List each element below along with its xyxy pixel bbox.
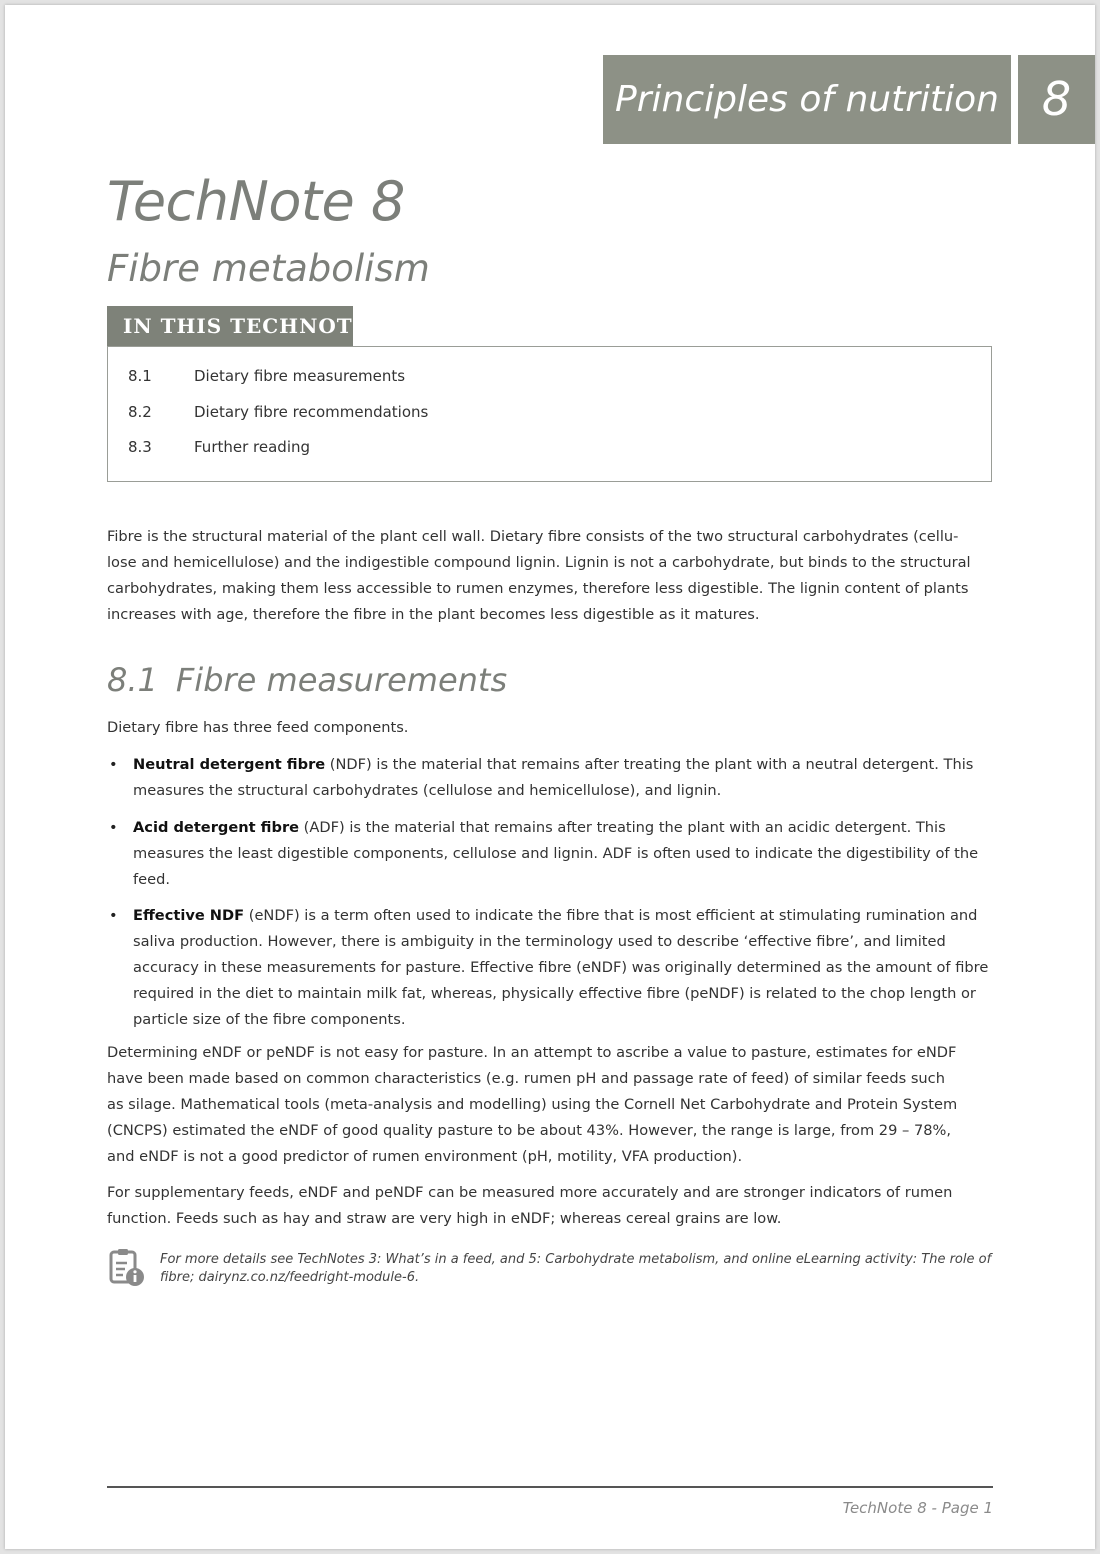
document-page [5, 5, 1095, 1549]
text-line: have been made based on common characteristics (e.g. rumen pH and passage rate of feed) of similar feeds such [107, 1070, 945, 1087]
footer-divider [107, 1486, 993, 1488]
text-line: (NDF) is the material that remains after treating the plant with a neutral detergent. This [325, 756, 974, 773]
page-title: TechNote 8 [107, 170, 405, 233]
text-line: For supplementary feeds, eNDF and peNDF can be measured more accurately and are stronger indicators of rumen [107, 1184, 953, 1201]
text-line: (CNCPS) estimated the eNDF of good quality pasture to be about 43%. However, the range is large, from 29 – 78%, [107, 1122, 952, 1139]
text-line: measures the least digestible components, cellulose and lignin. ADF is often used to indicate the digestibility of the [133, 845, 979, 862]
intro-paragraph [107, 524, 992, 628]
page-subtitle: Fibre metabolism [107, 247, 430, 290]
section-number-badge: 8 [1018, 55, 1095, 144]
text-line: Fibre is the structural material of the plant cell wall. Dietary fibre consists of the two structural carbohydrates (cellu- [107, 528, 959, 545]
text-line: carbohydrates, making them less accessible to rumen enzymes, therefore less digestible. The lignin content of plants [107, 580, 969, 597]
text-line: (ADF) is the material that remains after treating the plant with an acidic detergent. This [299, 819, 946, 836]
text-line: For more details see TechNotes 3: What’s in a feed, and 5: Carbohydrate metabolism, and online eLearning activity: The role of [160, 1252, 992, 1267]
bullet-term: Neutral detergent fibre [133, 756, 326, 773]
toc-item[interactable] [128, 438, 310, 456]
toc-item-text: Dietary fibre measurements [194, 367, 406, 385]
toc-item[interactable] [128, 403, 428, 421]
bullet-item-adf [107, 815, 992, 893]
text-line: Determining eNDF or peNDF is not easy for pasture. In an attempt to ascribe a value to pasture, estimates for eNDF [107, 1044, 957, 1061]
bullet-term: Acid detergent fibre [133, 819, 300, 836]
paragraph-supplementary [107, 1180, 992, 1232]
text-line: feed. [133, 871, 170, 888]
bullet-item-endf [107, 903, 992, 1033]
toc-item-number: 8.3 [128, 438, 152, 456]
text-line: function. Feeds such as hay and straw are very high in eNDF; whereas cereal grains are low. [107, 1210, 782, 1227]
text-line: measures the structural carbohydrates (cellulose and hemicellulose), and lignin. [133, 782, 722, 799]
text-line: lose and hemicellulose) and the indigestible compound lignin. Lignin is not a carbohydrate, but binds to the structural [107, 554, 971, 571]
text-line: as silage. Mathematical tools (meta-analysis and modelling) using the Cornell Net Carbohydrate and Protein System [107, 1096, 958, 1113]
bullet-dot: • [109, 756, 118, 773]
toc-item-number: 8.2 [128, 403, 152, 421]
section-heading-number: 8.1 [107, 661, 158, 699]
section-lead: Dietary fibre has three feed components. [107, 719, 409, 736]
text-line: accuracy in these measurements for pasture. Effective fibre (eNDF) was originally determined as the amount of fibre [133, 959, 989, 976]
section-heading [107, 661, 507, 699]
text-line: (eNDF) is a term often used to indicate the fibre that is most efficient at stimulating rumination and [244, 907, 978, 924]
section-banner: Principles of nutrition [603, 55, 1011, 144]
text-line: saliva production. However, there is ambiguity in the terminology used to describe ‘effective fibre’, and limited [133, 933, 946, 950]
toc-item[interactable] [128, 367, 405, 385]
toc-item-number: 8.1 [128, 367, 152, 385]
text-line: required in the diet to maintain milk fat, whereas, physically effective fibre (peNDF) is related to the chop length or [133, 985, 976, 1002]
paragraph-endf-pasture [107, 1040, 992, 1170]
bullet-item-ndf [107, 752, 992, 804]
toc-label: IN THIS TECHNOTE [107, 306, 353, 346]
bullet-dot: • [109, 819, 118, 836]
info-note-icon [107, 1249, 147, 1289]
footer-page-label: TechNote 8 - Page 1 [842, 1499, 993, 1517]
toc-item-text: Dietary fibre recommendations [194, 403, 429, 421]
text-line: increases with age, therefore the fibre in the plant becomes less digestible as it matures. [107, 606, 760, 623]
bullet-term: Effective NDF [133, 907, 245, 924]
section-heading-title: Fibre measurements [175, 661, 508, 699]
text-line: fibre; dairynz.co.nz/feedright-module-6. [160, 1270, 420, 1285]
bullet-dot: • [109, 907, 118, 924]
text-line: and eNDF is not a good predictor of rumen environment (pH, motility, VFA production). [107, 1148, 743, 1165]
text-line: particle size of the fibre components. [133, 1011, 406, 1028]
toc-item-text: Further reading [194, 438, 311, 456]
toc-box [107, 346, 992, 482]
further-details-note [160, 1251, 995, 1287]
